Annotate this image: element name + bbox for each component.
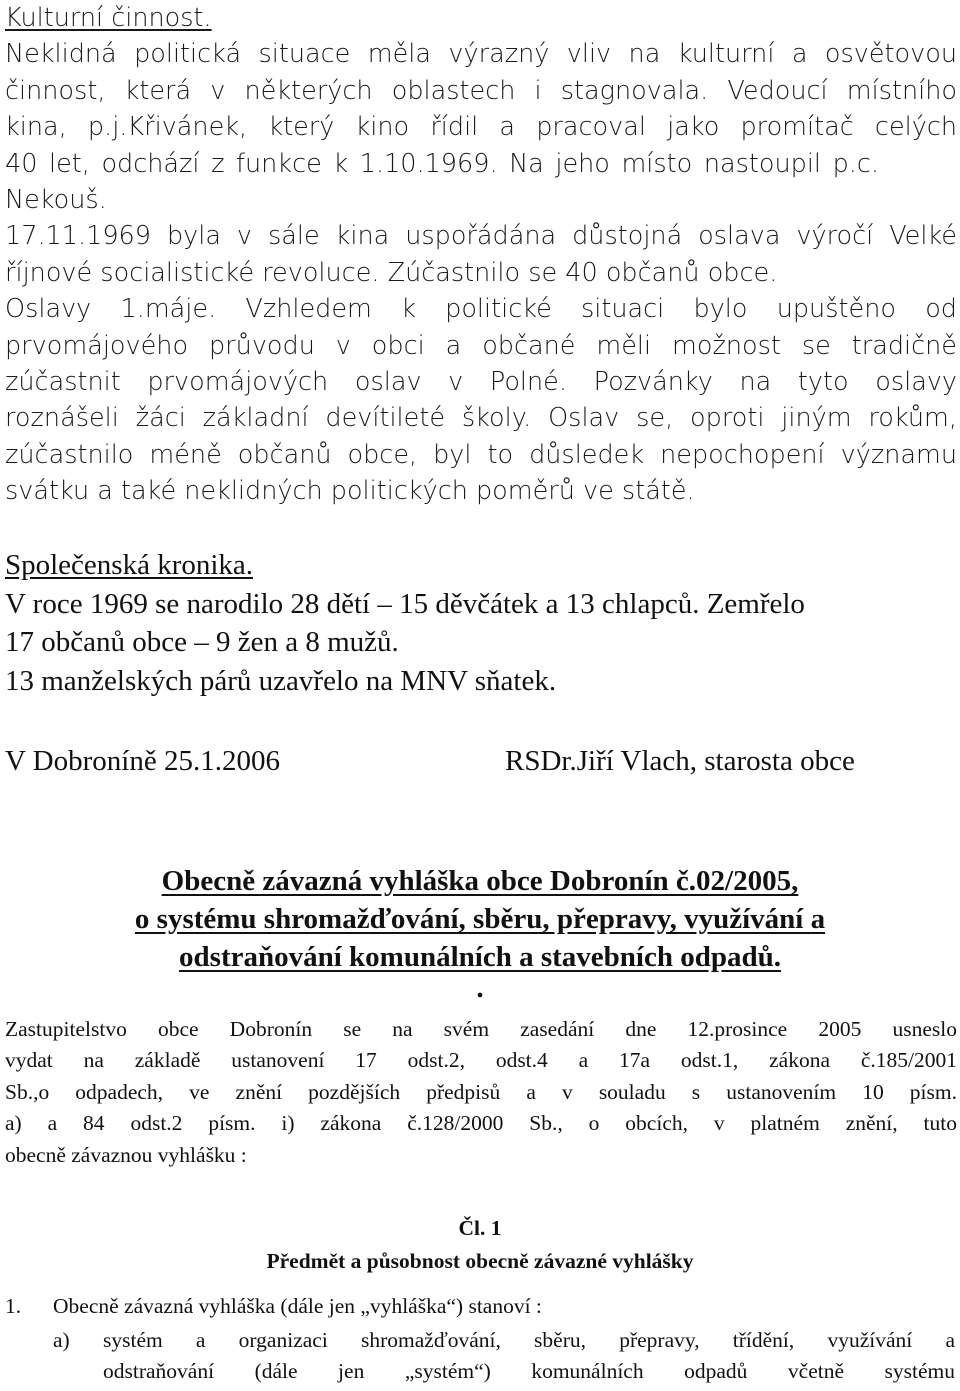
- item-1a-body: [103, 1325, 955, 1388]
- culture-line: roznášeli žáci základní devítileté školy. Oslav se, oproti jiným rokům,: [5, 403, 957, 434]
- culture-line: Nekouš.: [5, 185, 107, 216]
- preamble-line: obecně závaznou vyhlášku :: [5, 1142, 247, 1167]
- culture-line: zúčastnit prvomájových oslav v Polné. Pozvánky na tyto oslavy: [5, 367, 957, 398]
- preamble-line: Sb.,o odpadech, ve znění pozdějších předpisů a v souladu s ustanovením 10 písm.: [5, 1079, 957, 1104]
- culture-heading: Kulturní činnost.: [5, 3, 212, 33]
- culture-line: činnost, která v některých oblastech i stagnovala. Vedoucí místního: [5, 75, 957, 106]
- article-number: Čl. 1: [458, 1216, 502, 1240]
- preamble-line: a) a 84 odst.2 písm. i) zákona č.128/2000 Sb., o obcích, v platném znění, tuto: [5, 1111, 957, 1136]
- culture-line: prvomájového průvodu v obci a občané měli možnost se tradičně: [5, 330, 957, 361]
- preamble-line: Zastupitelstvo obce Dobronín se na svém zasedání dne 12.prosince 2005 usneslo: [5, 1017, 957, 1041]
- ordinance-title-line: odstraňování komunálních a stavebních odpadů.: [179, 941, 781, 973]
- signature-signer: RSDr.Jiří Vlach, starosta obce: [505, 745, 855, 777]
- item-1-number: 1.: [5, 1294, 22, 1318]
- culture-line: kina, p.j.Křivánek, který kino řídil a pracoval jako promítač celých: [5, 112, 957, 143]
- chronicle-section: [5, 546, 957, 700]
- ordinance-title-line: Obecně závazná vyhláška obce Dobronín č.02/2005,: [161, 865, 799, 897]
- chronicle-line: 17 občanů obce – 9 žen a 8 mužů.: [5, 626, 399, 659]
- culture-line: zúčastnilo méně občanů obce, byl to důsledek nepochopení významu: [5, 439, 957, 470]
- culture-line: říjnové socialistické revoluce. Zúčastnilo se 40 občanů obce.: [5, 257, 778, 288]
- culture-line: 17.11.1969 byla v sále kina uspořádána důstojná oslava výročí Velké: [5, 221, 957, 252]
- ordinance-dot: .: [476, 972, 484, 1004]
- chronicle-heading: Společenská kronika.: [5, 549, 254, 581]
- item-1a-letter: a): [53, 1328, 70, 1352]
- chronicle-line: 13 manželských párů uzavřelo na MNV sňatek.: [5, 664, 557, 697]
- culture-line: Oslavy 1.máje. Vzhledem k politické situaci bylo upuštěno od: [5, 294, 957, 325]
- signature-place-date: V Dobroníně 25.1.2006: [5, 745, 280, 777]
- culture-line: Neklidná politická situace měla výrazný vliv na kulturní a osvětovou: [5, 39, 957, 70]
- article-title: Předmět a působnost obecně závazné vyhlášky: [266, 1249, 694, 1273]
- ordinance-title-line: o systému shromažďování, sběru, přepravy, využívání a: [134, 903, 826, 935]
- item-1-text: Obecně závazná vyhláška (dále jen „vyhláška“) stanoví :: [53, 1294, 542, 1318]
- culture-section: [5, 0, 957, 510]
- ordinance-preamble: [5, 1014, 957, 1171]
- item-1a-line: systém a organizaci shromažďování, sběru, přepravy, třídění, využívání a: [103, 1328, 955, 1352]
- preamble-line: vydat na základě ustanovení 17 odst.2, odst.4 a 17a odst.1, zákona č.185/2001: [5, 1048, 957, 1073]
- chronicle-line: V roce 1969 se narodilo 28 dětí – 15 děvčátek a 13 chlapců. Zemřelo: [5, 587, 805, 620]
- culture-line: 40 let, odchází z funkce k 1.10.1969. Na jeho místo nastoupil p.c.: [5, 148, 879, 179]
- item-1a-line: odstraňování (dále jen „systém“) komunálních odpadů včetně systému: [103, 1359, 955, 1384]
- culture-line: svátku a také neklidných politických poměrů ve státě.: [5, 476, 695, 507]
